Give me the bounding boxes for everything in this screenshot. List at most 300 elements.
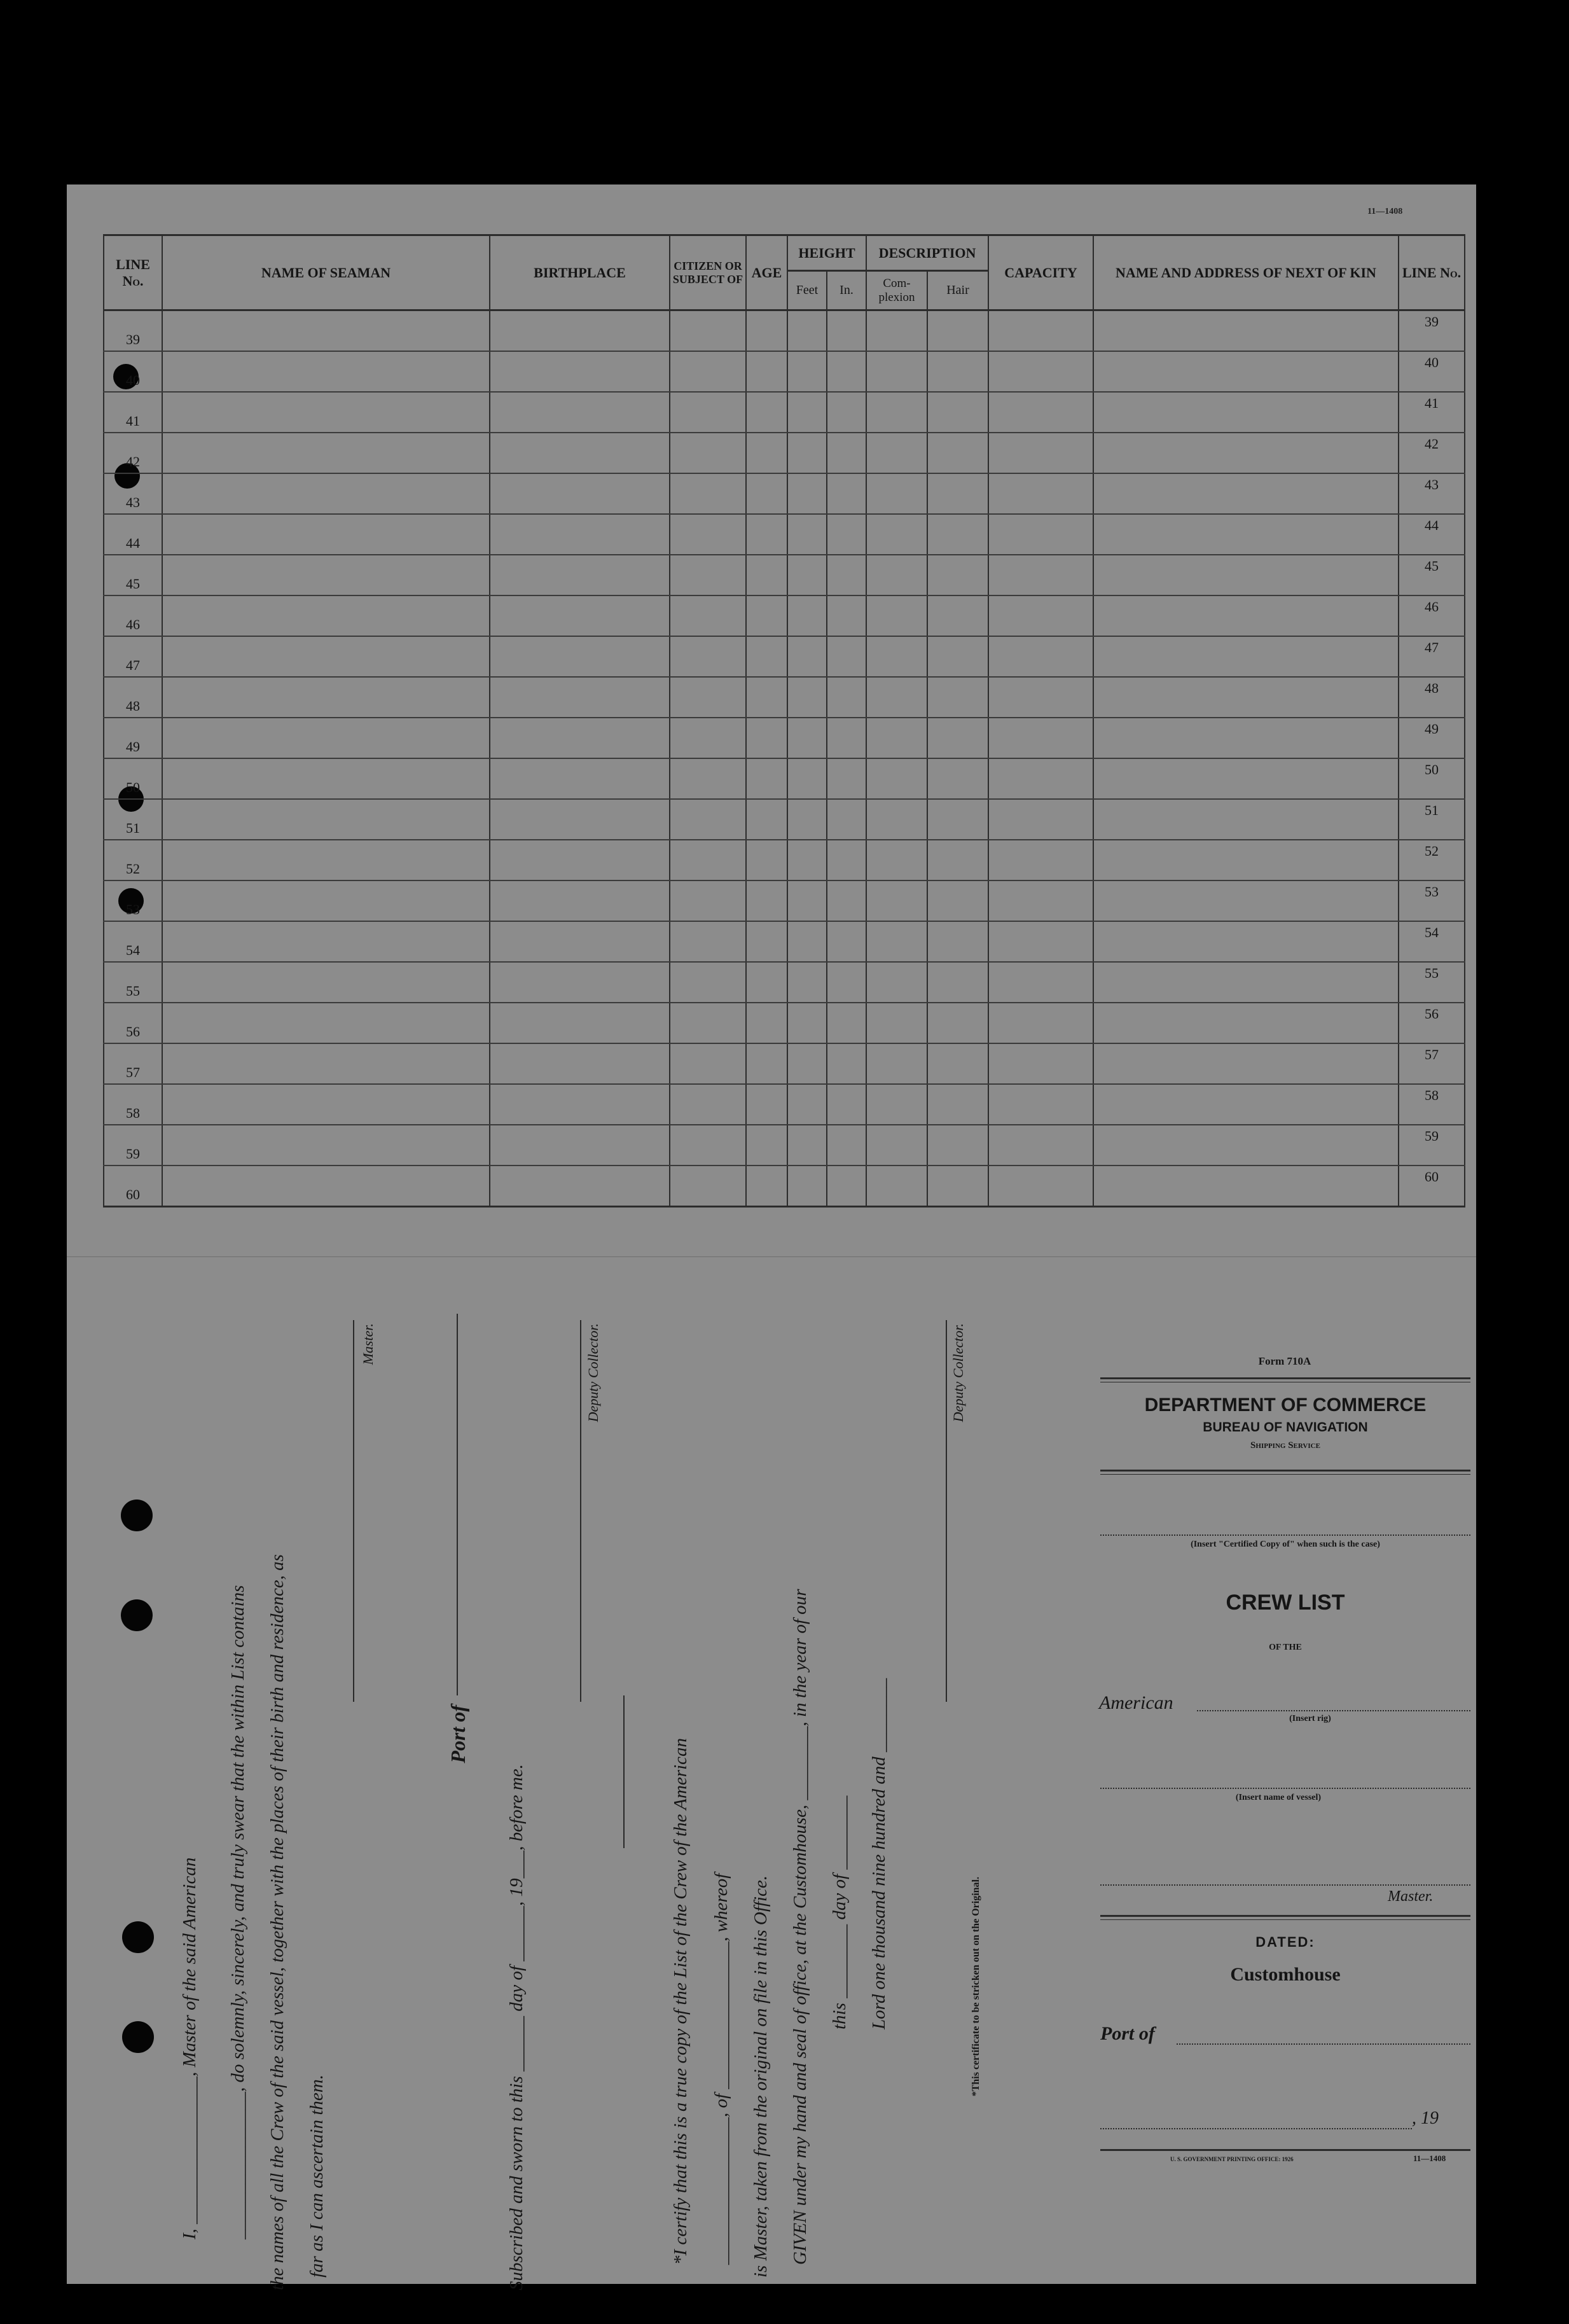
table-cell — [827, 758, 866, 799]
table-cell — [670, 473, 746, 514]
table-cell — [1093, 636, 1399, 677]
cover-year: , 19 — [1412, 2108, 1439, 2128]
table-cell — [746, 514, 787, 555]
punch-hole — [121, 1599, 153, 1631]
table-cell — [927, 880, 988, 921]
table-cell — [1093, 758, 1399, 799]
table-cell — [866, 392, 927, 433]
table-cell — [927, 1003, 988, 1043]
table-cell — [1093, 595, 1399, 636]
table-cell — [670, 758, 746, 799]
table-cell — [927, 595, 988, 636]
table-cell — [787, 677, 827, 718]
separator-rule — [623, 1695, 625, 1848]
table-cell — [866, 1084, 927, 1125]
table-cell — [827, 1165, 866, 1207]
table-cell — [162, 636, 490, 677]
table-cell — [988, 1165, 1093, 1207]
master-signature-line — [353, 1320, 354, 1702]
cover-bureau: BUREAU OF NAVIGATION — [1203, 1420, 1368, 1435]
table-cell — [670, 1165, 746, 1207]
table-cell — [1093, 718, 1399, 758]
table-row — [104, 595, 1465, 636]
table-cell — [827, 1043, 866, 1084]
table-cell — [670, 840, 746, 880]
cover-date-line — [1100, 2128, 1412, 2129]
header-height: HEIGHT — [787, 235, 866, 271]
oath-line-2: ________________, do solemnly, sincerely, and truly swear that the within List contains — [228, 1585, 248, 2239]
line-number-left: 57 — [104, 1043, 162, 1084]
table-cell — [746, 840, 787, 880]
table-cell — [927, 351, 988, 392]
table-cell — [827, 921, 866, 962]
table-cell — [866, 880, 927, 921]
certificate-line-1: *I certify that this is a true copy of the List of the Crew of the American — [670, 1737, 691, 2265]
table-cell — [866, 555, 927, 595]
table-cell — [670, 921, 746, 962]
table-cell — [746, 433, 787, 473]
table-row — [104, 473, 1465, 514]
line-number-right: 52 — [1399, 840, 1465, 880]
table-cell — [162, 514, 490, 555]
line-number-right: 44 — [1399, 514, 1465, 555]
table-cell — [787, 310, 827, 352]
table-cell — [988, 636, 1093, 677]
table-cell — [787, 840, 827, 880]
table-cell — [746, 962, 787, 1003]
table-cell — [670, 595, 746, 636]
line-number-left: 54 — [104, 921, 162, 962]
table-row — [104, 1043, 1465, 1084]
line-number-left: 43 — [104, 473, 162, 514]
cover-vessel-line — [1100, 1788, 1470, 1789]
table-cell — [670, 351, 746, 392]
table-row — [104, 962, 1465, 1003]
table-cell — [827, 677, 866, 718]
cover-rule-bottom — [1100, 2149, 1470, 2151]
table-cell — [988, 555, 1093, 595]
table-cell — [162, 1165, 490, 1207]
table-cell — [988, 921, 1093, 962]
table-cell — [670, 514, 746, 555]
cover-form-code: 11—1408 — [1413, 2154, 1446, 2163]
table-row — [104, 758, 1465, 799]
table-cell — [866, 310, 927, 352]
table-cell — [746, 1003, 787, 1043]
line-number-right: 51 — [1399, 799, 1465, 840]
port-of-line — [457, 1314, 458, 1695]
table-cell — [746, 392, 787, 433]
table-cell — [490, 1165, 670, 1207]
table-cell — [988, 473, 1093, 514]
table-row — [104, 921, 1465, 962]
certificate-line-2: ________________, of ________________, whereof — [711, 1873, 731, 2265]
table-cell — [988, 1084, 1093, 1125]
table-cell — [162, 962, 490, 1003]
line-number-left: 52 — [104, 840, 162, 880]
line-number-left: 49 — [104, 718, 162, 758]
table-row — [104, 433, 1465, 473]
table-cell — [1093, 921, 1399, 962]
table-row — [104, 880, 1465, 921]
table-cell — [827, 1084, 866, 1125]
table-cell — [490, 880, 670, 921]
table-cell — [162, 433, 490, 473]
table-cell — [490, 1125, 670, 1165]
cover-dated: DATED: — [1255, 1934, 1315, 1950]
table-cell — [746, 1165, 787, 1207]
table-cell — [490, 718, 670, 758]
table-cell — [827, 636, 866, 677]
table-cell — [162, 1084, 490, 1125]
table-cell — [866, 718, 927, 758]
table-cell — [787, 921, 827, 962]
table-cell — [988, 595, 1093, 636]
line-number-right: 53 — [1399, 880, 1465, 921]
table-cell — [490, 799, 670, 840]
table-cell — [827, 433, 866, 473]
table-cell — [927, 758, 988, 799]
table-row — [104, 840, 1465, 880]
table-cell — [490, 392, 670, 433]
table-cell — [162, 392, 490, 433]
table-cell — [490, 921, 670, 962]
table-cell — [490, 1043, 670, 1084]
table-cell — [1093, 1165, 1399, 1207]
line-number-right: 42 — [1399, 433, 1465, 473]
table-cell — [927, 514, 988, 555]
cover-department: DEPARTMENT OF COMMERCE — [1144, 1395, 1427, 1416]
table-cell — [746, 351, 787, 392]
cover-service: Shipping Service — [1250, 1440, 1320, 1451]
table-cell — [162, 310, 490, 352]
table-cell — [988, 392, 1093, 433]
line-number-left: 48 — [104, 677, 162, 718]
table-cell — [1093, 1084, 1399, 1125]
punch-hole — [122, 2021, 154, 2053]
cover-rig-line — [1197, 1710, 1470, 1711]
table-cell — [490, 962, 670, 1003]
table-cell — [1093, 392, 1399, 433]
table-cell — [787, 595, 827, 636]
table-cell — [670, 1125, 746, 1165]
table-cell — [746, 1043, 787, 1084]
table-row — [104, 1125, 1465, 1165]
table-cell — [988, 1043, 1093, 1084]
table-cell — [787, 1003, 827, 1043]
table-cell — [866, 1165, 927, 1207]
certificate-line-5: this ________ day of ________ — [829, 1795, 850, 2029]
cover-title: CREW LIST — [1226, 1590, 1345, 1615]
port-of-oath: Port of — [446, 1705, 469, 1764]
table-cell — [787, 1043, 827, 1084]
table-cell — [670, 962, 746, 1003]
line-number-right: 40 — [1399, 351, 1465, 392]
table-cell — [927, 473, 988, 514]
table-row — [104, 718, 1465, 758]
table-cell — [1093, 473, 1399, 514]
table-cell — [927, 840, 988, 880]
table-cell — [670, 636, 746, 677]
line-number-left: 42 — [104, 433, 162, 473]
line-number-right: 60 — [1399, 1165, 1465, 1207]
line-number-left: 59 — [104, 1125, 162, 1165]
table-cell — [988, 677, 1093, 718]
crew-table — [103, 234, 1465, 1207]
header-citizen: CITIZEN OR SUBJECT OF — [670, 235, 746, 310]
table-row — [104, 351, 1465, 392]
table-cell — [866, 799, 927, 840]
table-cell — [670, 718, 746, 758]
line-number-right: 50 — [1399, 758, 1465, 799]
cover-rule-dated-2 — [1100, 1919, 1470, 1920]
table-cell — [866, 636, 927, 677]
punch-hole — [121, 1499, 153, 1531]
table-cell — [746, 677, 787, 718]
cover-american: American — [1099, 1692, 1173, 1713]
table-cell — [927, 677, 988, 718]
table-row — [104, 392, 1465, 433]
table-cell — [988, 310, 1093, 352]
table-cell — [866, 1043, 927, 1084]
table-cell — [162, 1043, 490, 1084]
table-cell — [787, 351, 827, 392]
table-cell — [827, 595, 866, 636]
table-cell — [927, 555, 988, 595]
table-cell — [988, 880, 1093, 921]
line-number-right: 41 — [1399, 392, 1465, 433]
table-cell — [787, 433, 827, 473]
header-next-of-kin: NAME AND ADDRESS OF NEXT OF KIN — [1093, 235, 1399, 310]
table-cell — [162, 880, 490, 921]
table-cell — [746, 921, 787, 962]
line-number-right: 58 — [1399, 1084, 1465, 1125]
table-cell — [827, 473, 866, 514]
certificate-line-6: Lord one thousand nine hundred and ________ — [869, 1678, 889, 2029]
table-cell — [746, 595, 787, 636]
cover-insert-certified: (Insert "Certified Copy of" when such is the case) — [1191, 1540, 1380, 1549]
table-cell — [988, 758, 1093, 799]
cover-of-the: OF THE — [1269, 1643, 1302, 1652]
table-cell — [1093, 433, 1399, 473]
line-number-left: 41 — [104, 392, 162, 433]
line-number-left: 46 — [104, 595, 162, 636]
table-cell — [746, 718, 787, 758]
table-cell — [1093, 514, 1399, 555]
cover-rule-top-1 — [1100, 1377, 1470, 1379]
table-cell — [490, 555, 670, 595]
table-cell — [787, 758, 827, 799]
table-cell — [927, 636, 988, 677]
table-cell — [827, 1003, 866, 1043]
table-cell — [1093, 351, 1399, 392]
table-cell — [746, 473, 787, 514]
form-code: 11—1408 — [1367, 207, 1403, 216]
cover-rule-mid-2 — [1100, 1474, 1470, 1475]
table-cell — [1093, 840, 1399, 880]
table-cell — [866, 921, 927, 962]
table-cell — [927, 1043, 988, 1084]
table-cell — [746, 555, 787, 595]
table-cell — [988, 962, 1093, 1003]
table-cell — [827, 718, 866, 758]
table-cell — [988, 840, 1093, 880]
cover-certified-line — [1100, 1534, 1470, 1536]
table-row — [104, 1003, 1465, 1043]
table-cell — [162, 921, 490, 962]
table-cell — [866, 473, 927, 514]
table-cell — [162, 677, 490, 718]
table-cell — [746, 636, 787, 677]
cover-printer: U. S. GOVERNMENT PRINTING OFFICE: 1926 — [1170, 2156, 1294, 2162]
table-cell — [490, 310, 670, 352]
table-cell — [787, 1165, 827, 1207]
table-cell — [827, 392, 866, 433]
table-cell — [927, 962, 988, 1003]
table-cell — [490, 840, 670, 880]
table-cell — [1093, 1043, 1399, 1084]
cover-rule-mid-1 — [1100, 1470, 1470, 1472]
line-number-left: 55 — [104, 962, 162, 1003]
header-name-of-seaman: NAME OF SEAMAN — [162, 235, 490, 310]
table-cell — [1093, 555, 1399, 595]
line-number-right: 49 — [1399, 718, 1465, 758]
header-complexion: Com- plexion — [866, 271, 927, 310]
table-row — [104, 677, 1465, 718]
table-cell — [490, 1084, 670, 1125]
header-description: DESCRIPTION — [866, 235, 988, 271]
table-cell — [490, 758, 670, 799]
certificate-line-4: GIVEN under my hand and seal of office, at the Customhouse, ________, in the year of our — [790, 1589, 810, 2265]
line-number-left: 50 — [104, 758, 162, 799]
table-cell — [988, 514, 1093, 555]
table-cell — [670, 392, 746, 433]
header-height-feet: Feet — [787, 271, 827, 310]
line-number-right: 56 — [1399, 1003, 1465, 1043]
table-cell — [927, 1165, 988, 1207]
table-cell — [787, 636, 827, 677]
table-cell — [162, 351, 490, 392]
table-cell — [787, 555, 827, 595]
header-hair: Hair — [927, 271, 988, 310]
table-cell — [927, 799, 988, 840]
deputy-signature-line-1 — [580, 1320, 581, 1702]
line-number-right: 59 — [1399, 1125, 1465, 1165]
header-height-in: In. — [827, 271, 866, 310]
header-line-no: LINE No. — [104, 235, 162, 310]
table-cell — [787, 799, 827, 840]
table-cell — [787, 880, 827, 921]
oath-line-1: I, ________________, Master of the said American — [179, 1857, 200, 2239]
line-number-right: 57 — [1399, 1043, 1465, 1084]
table-cell — [866, 351, 927, 392]
table-cell — [490, 351, 670, 392]
table-cell — [927, 433, 988, 473]
table-cell — [1093, 799, 1399, 840]
line-number-left: 60 — [104, 1165, 162, 1207]
table-row — [104, 555, 1465, 595]
table-cell — [670, 1003, 746, 1043]
table-cell — [1093, 962, 1399, 1003]
table-cell — [162, 840, 490, 880]
table-cell — [866, 962, 927, 1003]
table-cell — [866, 595, 927, 636]
line-number-right: 47 — [1399, 636, 1465, 677]
table-cell — [988, 351, 1093, 392]
table-cell — [670, 555, 746, 595]
table-cell — [988, 718, 1093, 758]
table-cell — [787, 1084, 827, 1125]
table-cell — [670, 1084, 746, 1125]
table-cell — [162, 758, 490, 799]
cover-master-line — [1100, 1884, 1470, 1886]
section-divider — [67, 1256, 1476, 1257]
certificate-line-3: is Master, taken from the original on file in this Office. — [750, 1875, 771, 2278]
table-cell — [827, 962, 866, 1003]
table-cell — [1093, 1125, 1399, 1165]
table-cell — [670, 433, 746, 473]
table-cell — [746, 799, 787, 840]
table-cell — [787, 962, 827, 1003]
table-cell — [490, 1003, 670, 1043]
certificate-footnote: *This certificate to be stricken out on the Original. — [971, 1877, 981, 2097]
table-cell — [787, 473, 827, 514]
table-row — [104, 514, 1465, 555]
subscribed-line: Subscribed and sworn to this ______ day of ______, 19___, before me. — [506, 1764, 527, 2290]
line-number-left: 39 — [104, 310, 162, 352]
header-line-no-right: LINE No. — [1399, 235, 1465, 310]
table-cell — [162, 473, 490, 514]
deputy-label-1: Deputy Collector. — [585, 1323, 601, 1423]
table-cell — [927, 921, 988, 962]
table-cell — [490, 636, 670, 677]
line-number-right: 46 — [1399, 595, 1465, 636]
table-row — [104, 799, 1465, 840]
header-birthplace: BIRTHPLACE — [490, 235, 670, 310]
table-cell — [670, 677, 746, 718]
cover-rule-dated-1 — [1100, 1915, 1470, 1917]
table-cell — [927, 1084, 988, 1125]
table-cell — [866, 1125, 927, 1165]
table-cell — [670, 1043, 746, 1084]
cover-insert-vessel: (Insert name of vessel) — [1235, 1793, 1322, 1802]
table-cell — [988, 1003, 1093, 1043]
table-cell — [490, 677, 670, 718]
table-cell — [746, 758, 787, 799]
table-cell — [162, 1125, 490, 1165]
table-cell — [866, 1003, 927, 1043]
deputy-signature-line-2 — [946, 1320, 947, 1702]
oath-line-3: the names of all the Crew of the said vessel, together with the places of their birth and residence, as — [267, 1554, 287, 2290]
table-row — [104, 1084, 1465, 1125]
line-number-left: 53 — [104, 880, 162, 921]
table-cell — [927, 392, 988, 433]
table-cell — [746, 880, 787, 921]
table-cell — [490, 433, 670, 473]
line-number-left: 44 — [104, 514, 162, 555]
line-number-left: 40 — [104, 351, 162, 392]
table-cell — [1093, 310, 1399, 352]
table-cell — [162, 718, 490, 758]
line-number-left: 45 — [104, 555, 162, 595]
table-cell — [162, 1003, 490, 1043]
oath-line-4: far as I can ascertain them. — [307, 2075, 327, 2278]
line-number-right: 55 — [1399, 962, 1465, 1003]
deputy-label-2: Deputy Collector. — [950, 1323, 966, 1423]
cover-port-of: Port of — [1100, 2023, 1155, 2044]
table-cell — [746, 1125, 787, 1165]
table-cell — [866, 514, 927, 555]
